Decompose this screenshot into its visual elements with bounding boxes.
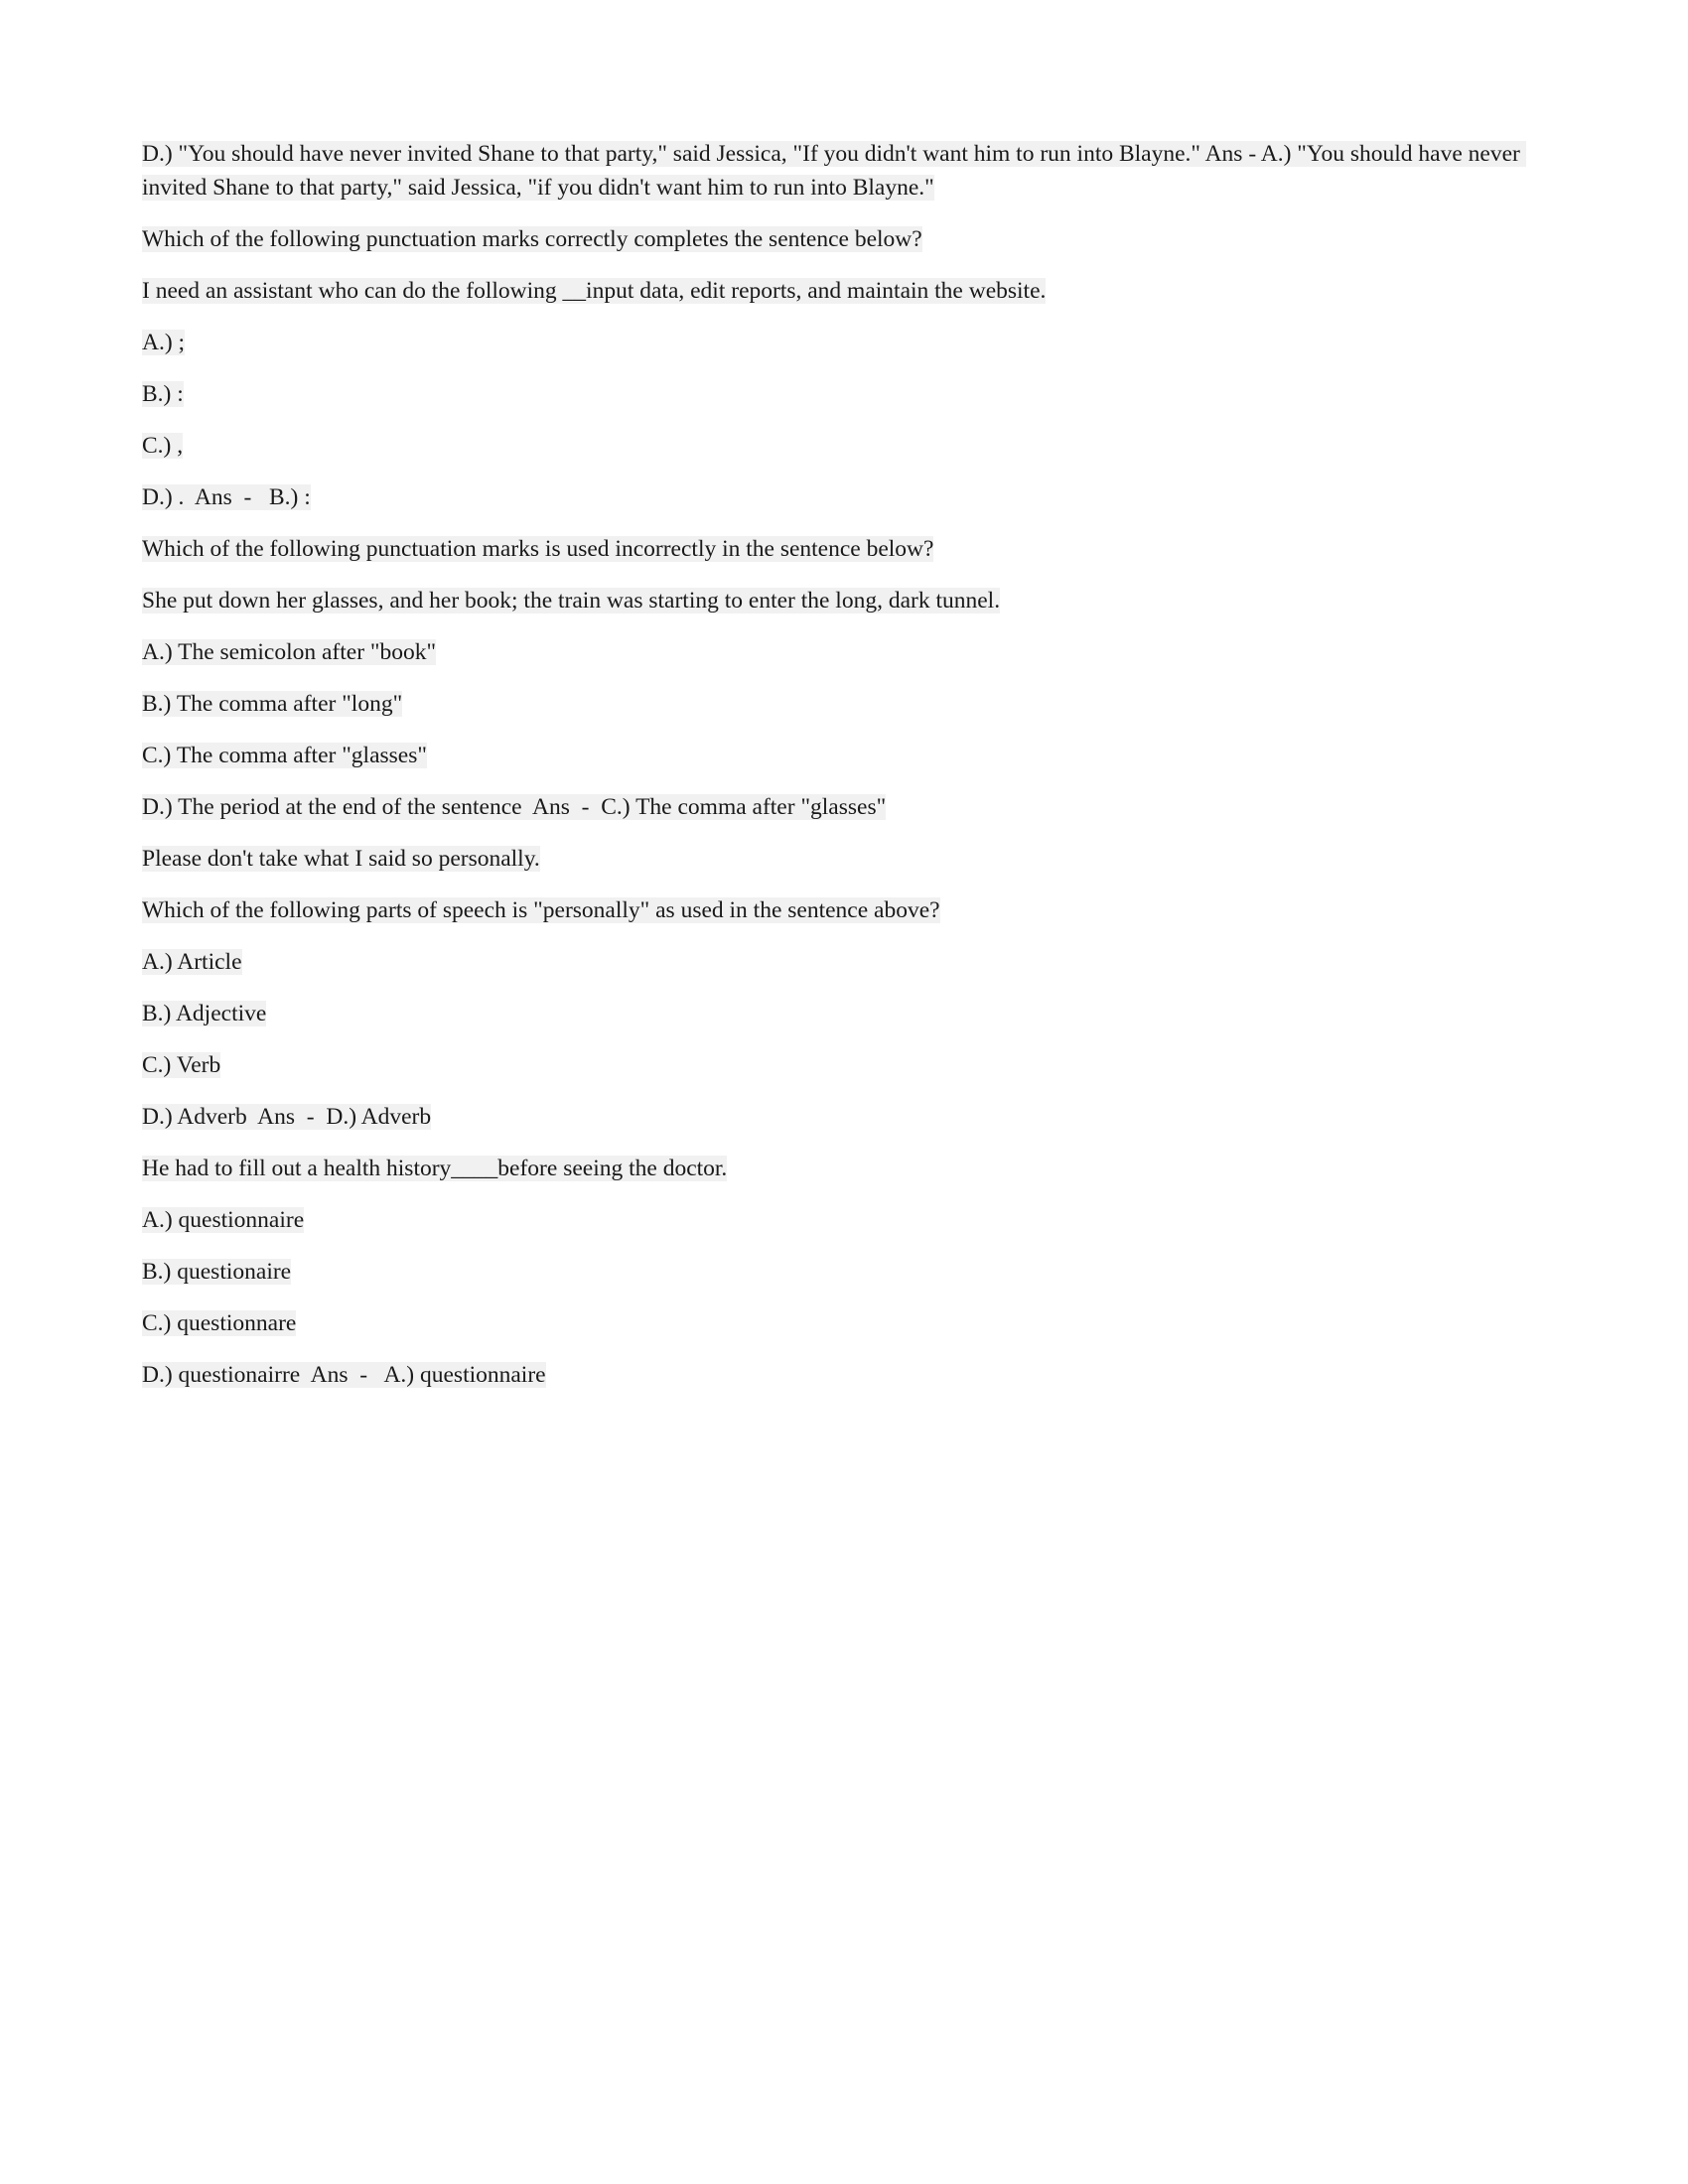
answer-option-c bbox=[142, 1048, 1554, 1082]
answer-option-d-with-answer bbox=[142, 790, 1554, 824]
answer-option-c bbox=[142, 1306, 1554, 1340]
highlighted-text: B.) questionaire bbox=[142, 1259, 292, 1285]
highlighted-text: She put down her glasses, and her book; the train was starting to enter the long, dark tunnel. bbox=[142, 588, 1001, 614]
answer-option-a bbox=[142, 945, 1554, 979]
document-page bbox=[142, 137, 1554, 1410]
highlighted-text: D.) questionairre Ans - A.) questionnaire bbox=[142, 1362, 546, 1388]
answer-option-a bbox=[142, 326, 1554, 359]
highlighted-text: D.) "You should have never invited Shane to that party," said Jessica, "If you didn't want him to run into Blayne." Ans - A.) "You should have never invited Shane to that party," said Jessica, "if you didn't want him to run into Blayne." bbox=[142, 141, 1526, 201]
highlighted-text: Please don't take what I said so personally. bbox=[142, 846, 540, 872]
question-sentence bbox=[142, 274, 1554, 308]
highlighted-text: D.) . Ans - B.) : bbox=[142, 484, 311, 510]
highlighted-text: A.) questionnaire bbox=[142, 1207, 305, 1233]
highlighted-text: C.) questionnare bbox=[142, 1310, 297, 1336]
answer-option-c bbox=[142, 429, 1554, 463]
answer-option-b bbox=[142, 377, 1554, 411]
answer-option-a bbox=[142, 635, 1554, 669]
highlighted-text: A.) The semicolon after "book" bbox=[142, 639, 437, 665]
highlighted-text: Which of the following punctuation marks correctly completes the sentence below? bbox=[142, 226, 922, 252]
question-answer-line bbox=[142, 137, 1554, 205]
answer-option-d-with-answer bbox=[142, 1100, 1554, 1134]
highlighted-text: C.) The comma after "glasses" bbox=[142, 743, 427, 768]
question-sentence bbox=[142, 1152, 1554, 1185]
question-sentence bbox=[142, 842, 1554, 876]
answer-option-d-with-answer bbox=[142, 480, 1554, 514]
highlighted-text: C.) , bbox=[142, 433, 184, 459]
highlighted-text: A.) Article bbox=[142, 949, 242, 975]
question-text bbox=[142, 893, 1554, 927]
answer-option-b bbox=[142, 687, 1554, 721]
highlighted-text: B.) : bbox=[142, 381, 184, 407]
highlighted-text: C.) Verb bbox=[142, 1052, 221, 1078]
answer-option-b bbox=[142, 997, 1554, 1030]
question-sentence bbox=[142, 584, 1554, 617]
highlighted-text: D.) Adverb Ans - D.) Adverb bbox=[142, 1104, 432, 1130]
question-text bbox=[142, 532, 1554, 566]
highlighted-text: B.) The comma after "long" bbox=[142, 691, 403, 717]
answer-option-a bbox=[142, 1203, 1554, 1237]
answer-option-c bbox=[142, 739, 1554, 772]
highlighted-text: Which of the following punctuation marks is used incorrectly in the sentence below? bbox=[142, 536, 934, 562]
highlighted-text: D.) The period at the end of the sentence Ans - C.) The comma after "glasses" bbox=[142, 794, 887, 820]
highlighted-text: He had to fill out a health history____before seeing the doctor. bbox=[142, 1156, 728, 1181]
question-text bbox=[142, 222, 1554, 256]
highlighted-text: B.) Adjective bbox=[142, 1001, 267, 1026]
answer-option-b bbox=[142, 1255, 1554, 1289]
highlighted-text: I need an assistant who can do the following __input data, edit reports, and maintain the website. bbox=[142, 278, 1047, 304]
highlighted-text: Which of the following parts of speech is "personally" as used in the sentence above? bbox=[142, 897, 940, 923]
answer-option-d-with-answer bbox=[142, 1358, 1554, 1392]
highlighted-text: A.) ; bbox=[142, 330, 186, 355]
